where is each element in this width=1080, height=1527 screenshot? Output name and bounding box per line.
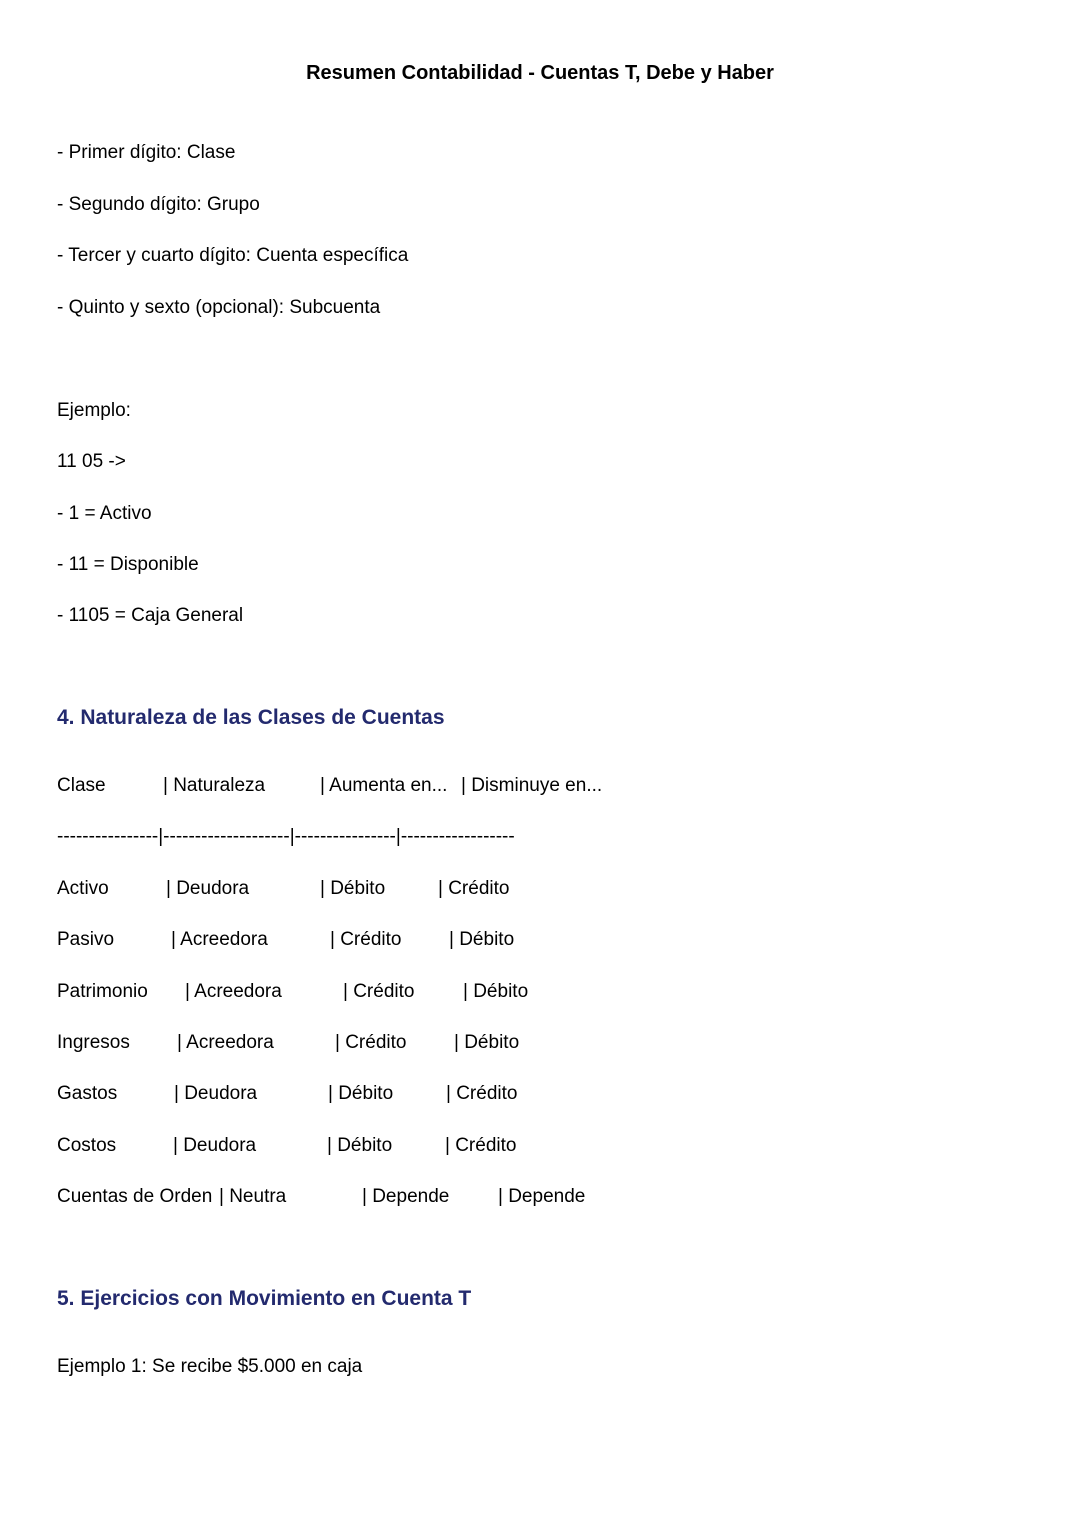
table-row — [57, 877, 510, 901]
table-header-cell: | Aumenta en... — [320, 775, 448, 796]
table-header-cell: | Disminuye en... — [461, 775, 603, 796]
table-row — [57, 1134, 517, 1158]
table-row — [57, 1082, 518, 1106]
table-cell-clase: Gastos — [57, 1083, 118, 1104]
table-cell-naturaleza: | Deudora — [173, 1135, 257, 1156]
page-title: Resumen Contabilidad - Cuentas T, Debe y Haber — [306, 62, 774, 84]
table-cell-aumenta: | Depende — [362, 1186, 450, 1207]
section-heading-4: 4. Naturaleza de las Clases de Cuentas — [57, 706, 445, 729]
table-cell-clase: Ingresos — [57, 1032, 130, 1053]
table-cell-clase: Costos — [57, 1135, 117, 1156]
table-cell-naturaleza: | Acreedora — [185, 981, 282, 1002]
table-cell-disminuye: | Crédito — [445, 1135, 517, 1156]
code-structure-item: - Tercer y cuarto dígito: Cuenta específica — [57, 245, 409, 266]
table-cell-naturaleza: | Neutra — [219, 1186, 287, 1207]
table-cell-clase: Pasivo — [57, 929, 115, 950]
table-cell-naturaleza: | Deudora — [174, 1083, 258, 1104]
table-cell-aumenta: | Crédito — [330, 929, 402, 950]
table-row — [57, 928, 515, 952]
table-cell-aumenta: | Débito — [320, 878, 386, 899]
table-cell-aumenta: | Débito — [327, 1135, 393, 1156]
code-structure-item: - Quinto y sexto (opcional): Subcuenta — [57, 297, 381, 318]
table-cell-disminuye: | Débito — [463, 981, 529, 1002]
table-cell-clase: Activo — [57, 878, 109, 899]
code-structure-item: - Segundo dígito: Grupo — [57, 194, 260, 215]
example-code: 11 05 -> — [57, 451, 126, 472]
table-header-cell: Clase — [57, 775, 106, 796]
table-cell-aumenta: | Crédito — [343, 981, 415, 1002]
table-separator: ----------------|--------------------|----------------|------------------ — [57, 826, 515, 847]
table-cell-clase: Patrimonio — [57, 981, 148, 1002]
table-cell-clase: Cuentas de Orden — [57, 1186, 213, 1207]
table-cell-disminuye: | Crédito — [446, 1083, 518, 1104]
table-cell-disminuye: | Crédito — [438, 878, 510, 899]
table-cell-disminuye: | Débito — [449, 929, 515, 950]
table-row — [57, 980, 529, 1004]
table-header-cell: | Naturaleza — [163, 775, 266, 796]
table-cell-disminuye: | Depende — [498, 1186, 586, 1207]
table-header-row — [57, 774, 603, 798]
example-item: - 1 = Activo — [57, 503, 152, 524]
table-cell-disminuye: | Débito — [454, 1032, 520, 1053]
table-cell-aumenta: | Débito — [328, 1083, 394, 1104]
table-cell-aumenta: | Crédito — [335, 1032, 407, 1053]
table-row — [57, 1031, 520, 1055]
example-label: Ejemplo: — [57, 400, 131, 421]
table-row — [57, 1185, 586, 1209]
section-heading-5: 5. Ejercicios con Movimiento en Cuenta T — [57, 1287, 472, 1310]
exercise-example: Ejemplo 1: Se recibe $5.000 en caja — [57, 1356, 363, 1377]
table-cell-naturaleza: | Deudora — [166, 878, 250, 899]
example-item: - 11 = Disponible — [57, 554, 199, 575]
example-item: - 1105 = Caja General — [57, 605, 244, 626]
table-cell-naturaleza: | Acreedora — [171, 929, 268, 950]
table-cell-naturaleza: | Acreedora — [177, 1032, 274, 1053]
code-structure-item: - Primer dígito: Clase — [57, 142, 236, 163]
